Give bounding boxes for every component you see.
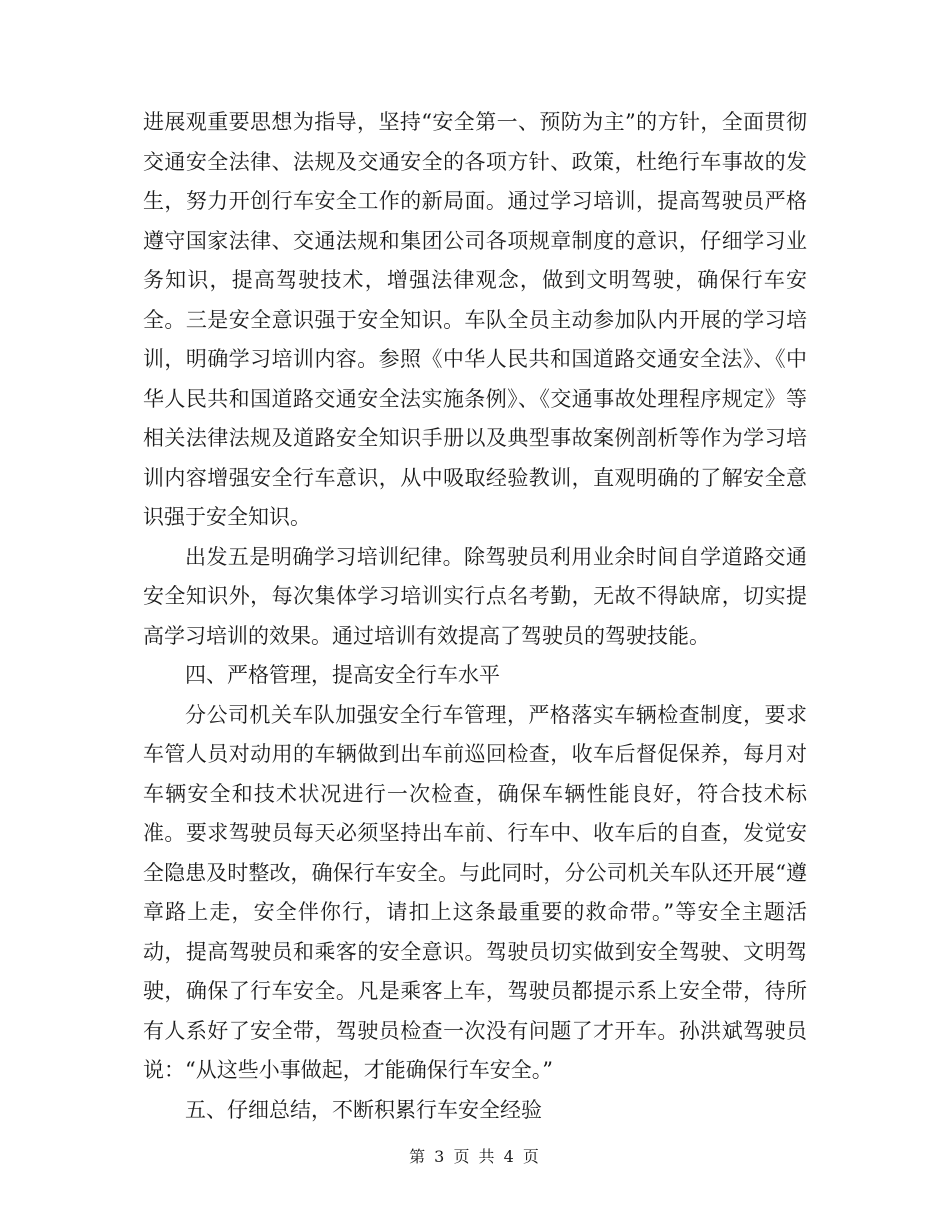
page-number-footer: 第 3 页 共 4 页: [409, 1147, 541, 1166]
document-body: [143, 103, 807, 1130]
paragraph-3: 分公司机关车队加强安全行车管理，严格落实车辆检查制度，要求车管人员对动用的车辆做到出车前巡回检查，收车后督促保养，每月对车辆安全和技术状况进行一次检查，确保车辆性能良好，符合技术标准。要求驾驶员每天必须坚持出车前、行车中、收车后的自查，发觉安全隐患及时整改，确保行车安全。与此同时，分公司机关车队还开展“遵章路上走，安全伴你行，请扣上这条最重要的救命带。”等安全主题活动，提高驾驶员和乘客的安全意识。驾驶员切实做到安全驾驶、文明驾驶，确保了行车安全。凡是乘客上车，驾驶员都提示系上安全带，待所有人系好了安全带，驾驶员检查一次没有问题了才开车。孙洪斌驾驶员说：“从这些小事做起，才能确保行车安全。”: [143, 702, 807, 1082]
paragraph-1: 进展观重要思想为指导，坚持“安全第一、预防为主”的方针，全面贯彻交通安全法律、法规及交通安全的各项方针、政策，杜绝行车事故的发生，努力开创行车安全工作的新局面。通过学习培训，提高驾驶员严格遵守国家法律、交通法规和集团公司各项规章制度的意识，仔细学习业务知识，提高驾驶技术，增强法律观念，做到文明驾驶，确保行车安全。三是安全意识强于安全知识。车队全员主动参加队内开展的学习培训，明确学习培训内容。参照《中华人民共和国道路交通安全法》、《中华人民共和国道路交通安全法实施条例》、《交通事故处理程序规定》等相关法律法规及道路安全知识手册以及典型事故案例剖析等作为学习培训内容增强安全行车意识，从中吸取经验教训，直观明确的了解安全意识强于安全知识。: [143, 110, 807, 529]
section-heading-5: 五、仔细总结，不断积累行车安全经验: [185, 1097, 542, 1122]
paragraph-2: 出发五是明确学习培训纪律。除驾驶员利用业余时间自学道路交通安全知识外，每次集体学习培训实行点名考勤，无故不得缺席，切实提高学习培训的效果。通过培训有效提高了驾驶员的驾驶技能。: [143, 544, 807, 648]
section-heading-4: 四、严格管理，提高安全行车水平: [185, 663, 500, 687]
